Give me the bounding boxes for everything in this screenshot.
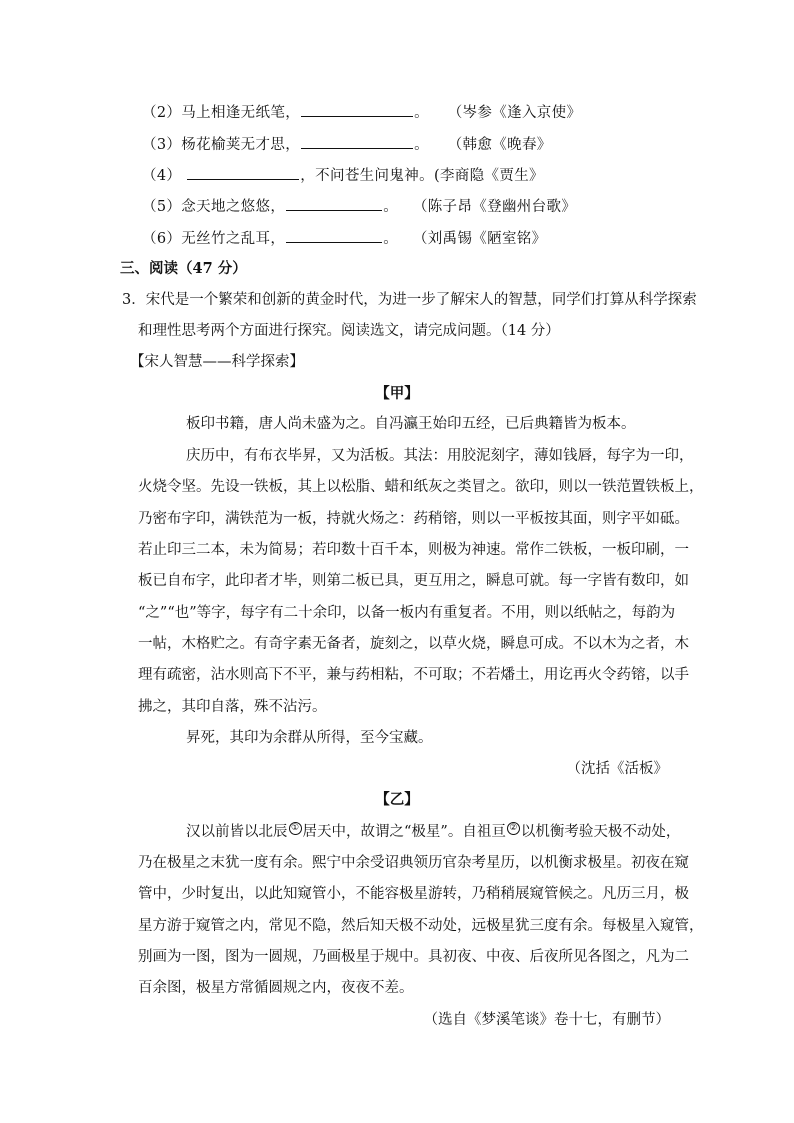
passage-jia-title: 【甲】 [375,385,419,402]
footnote-marker[interactable]: ② [507,822,520,835]
fill-number: （2） [142,105,182,121]
passage-yi-text: 以机衡考验天极不动处， [520,824,681,840]
fill-number: （6） [142,231,182,247]
fill-blank-5 [142,196,576,217]
passage-yi-line: 百余图，极星方常循圆规之内，夜夜不差。 [138,980,414,996]
passage-jia-line: 昇死，其印为余群从所得，至今宝藏。 [186,730,433,746]
fill-blank-6 [142,228,547,249]
passage-yi-line [186,822,680,842]
fill-source: （韩愈《晚春》 [454,137,552,153]
passage-jia-line: 乃密布字印，满铁范为一板，持就火炀之：药稍镕，则以一平板按其面，则字平如砥。 [138,511,689,527]
fill-after: ，不问苍生问鬼神。 [300,168,434,184]
fill-blank-4 [142,165,544,186]
passage-jia-line: 理有疏密，沾水则高下不平，兼与药相粘，不可取；不若燔土，用讫再火令药镕，以手 [138,667,689,683]
passage-yi-line: 乃在极星之末犹一度有余。熙宁中余受诏典领历官杂考星历，以机衡求极星。初夜在窥 [138,855,689,871]
answer-blank[interactable] [286,228,382,243]
fill-blank-2 [142,102,581,123]
fill-after: 。 [383,199,399,215]
passage-yi-line: 星方游于窥管之内，常见不隐，然后知天极不动处，远极星犹三度有余。每极星入窥管， [138,918,704,934]
answer-blank[interactable] [301,134,413,149]
fill-number: （4） [142,168,182,184]
passage-jia-line: “之”“也”等字，每字有二十余印，以备一板内有重复者。不用，则以纸帖之，每韵为 [138,605,676,621]
passage-jia-line: 拂之，其印自落，殊不沾污。 [138,699,327,715]
fill-source: （岑参《逢入京使》 [454,105,582,121]
fill-before: 念天地之悠悠， [181,199,286,215]
fill-before: 杨花榆荚无才思， [181,137,301,153]
passage-jia-source: （沈括《活板》 [566,761,668,777]
question-text-line-1: 3．宋代是一个繁荣和创新的黄金时代，为进一步了解宋人的智慧，同学们打算从科学探索 [122,292,697,308]
fill-after: 。 [383,231,399,247]
passage-jia-line: 一帖，木格贮之。有奇字素无备者，旋刻之，以草火烧，瞬息可成。不以木为之者，木 [138,636,689,652]
passage-yi-line: 管中，少时复出，以此知窥管小，不能容极星游转，乃稍稍展窥管候之。凡历三月，极 [138,886,689,902]
fill-number: （5） [142,199,182,215]
subsection-title: 【宋人智慧——科学探索】 [130,354,304,370]
fill-before: 无丝竹之乱耳， [181,231,286,247]
fill-blank-3 [142,134,552,155]
passage-yi-source: （选自《梦溪笔谈》卷十七，有删节） [423,1012,670,1028]
passage-yi-text: 居天中，故谓之“极星”。自祖亘 [302,824,506,840]
section-heading: 三、阅读（47 分） [120,260,247,277]
passage-jia-line: 若止印三二本，未为简易；若印数十百千本，则极为神速。常作二铁板，一板印刷，一 [138,542,689,558]
fill-source: (李商隐《贾生》 [433,168,544,184]
fill-number: （3） [142,137,182,153]
answer-blank[interactable] [301,102,413,117]
fill-after: 。 [414,105,429,121]
answer-blank[interactable] [187,165,299,180]
answer-blank[interactable] [286,196,382,211]
fill-before: 马上相逢无纸笔， [181,105,301,121]
fill-source: （陈子昂《登幽州台歌》 [420,199,577,215]
passage-yi-line: 别画为一图，图为一圆规，乃画极星于规中。具初夜、中夜、后夜所见各图之，凡为二 [138,949,689,965]
passage-jia-line: 火烧令坚。先设一铁板，其上以松脂、蜡和纸灰之类冒之。欲印，则以一铁范置铁板上， [138,479,704,495]
fill-after: 。 [414,137,429,153]
footnote-marker[interactable]: ① [289,822,302,835]
passage-jia-line: 板已自布字，此印者才毕，则第二板已具，更互用之，瞬息可就。每一字皆有数印，如 [138,573,689,589]
fill-source: （刘禹锡《陋室铭》 [420,231,547,247]
passage-yi-title: 【乙】 [375,791,419,808]
passage-jia-line: 板印书籍，唐人尚未盛为之。自冯瀛王始印五经，已后典籍皆为板本。 [186,416,636,432]
question-text-line-2: 和理性思考两个方面进行探究。阅读选文，请完成问题。（14 分） [138,323,560,339]
passage-jia-line: 庆历中，有布衣毕昇，又为活板。其法：用胶泥刻字，薄如钱唇，每字为一印， [186,448,694,464]
passage-yi-text: 汉以前皆以北辰 [186,824,288,840]
